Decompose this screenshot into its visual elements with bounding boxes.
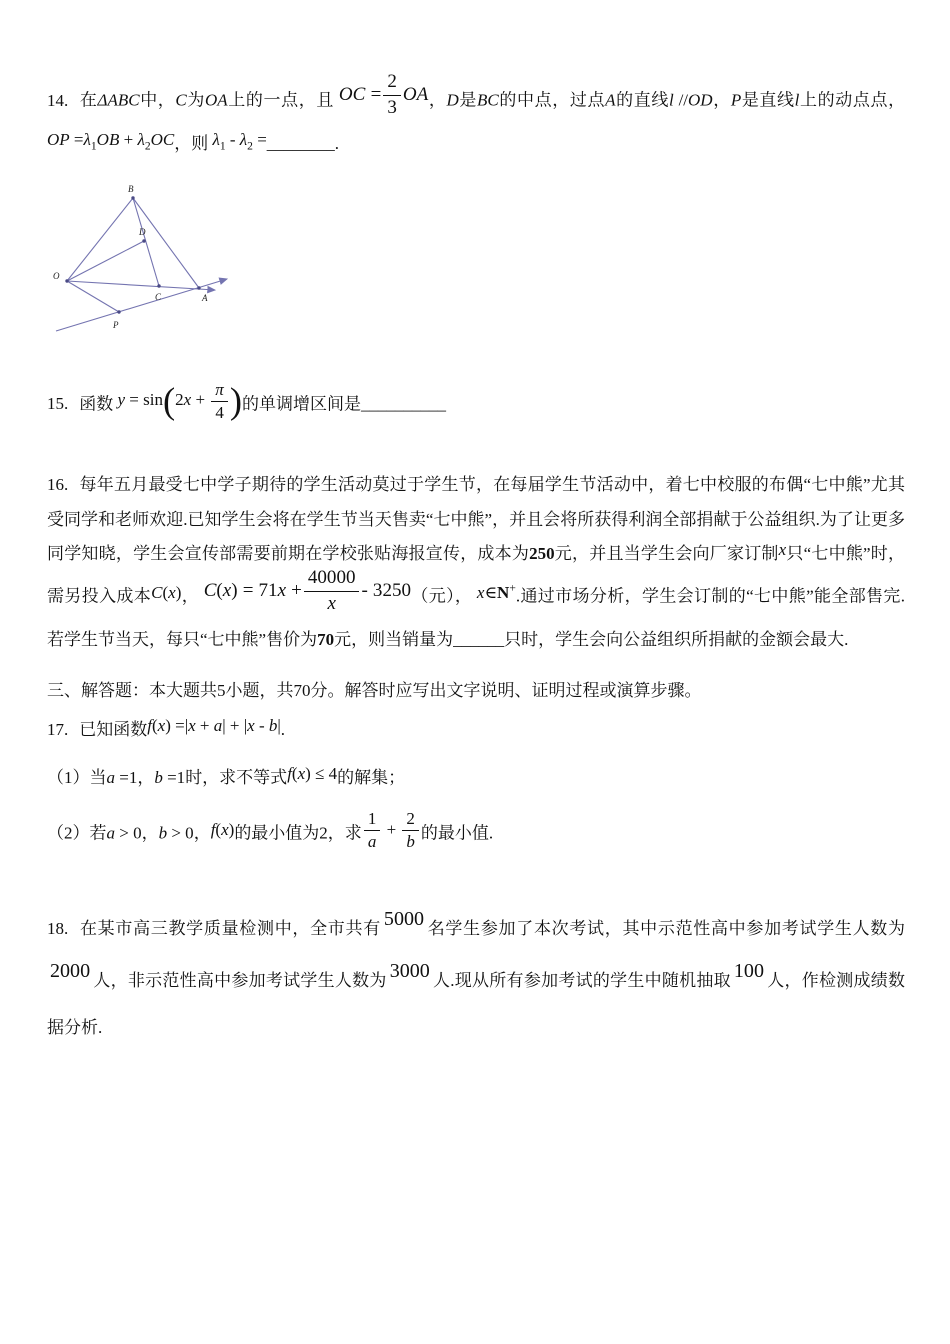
problem-14 bbox=[47, 71, 906, 162]
fraction-numerator: 40000 bbox=[304, 566, 360, 592]
problem-15 bbox=[47, 379, 905, 428]
point-label-a: A bbox=[202, 292, 208, 303]
math-var: C bbox=[151, 582, 163, 602]
math-num: 100 bbox=[733, 959, 764, 982]
text-run: 人，非示范性高中参加考试学生人数为 bbox=[93, 970, 387, 990]
text-run: 已知函数 bbox=[79, 719, 148, 739]
math-var: OA bbox=[402, 83, 429, 105]
left-paren: ( bbox=[162, 582, 169, 602]
formula-fx-ref bbox=[211, 820, 235, 839]
point-label-d: D bbox=[139, 226, 146, 237]
figure-lines bbox=[56, 198, 227, 331]
math-var: x bbox=[247, 715, 255, 735]
math-var: x bbox=[221, 819, 229, 839]
math-var: OP bbox=[47, 129, 70, 149]
math-var: C bbox=[203, 579, 217, 601]
text-run: 的解集； bbox=[337, 768, 406, 788]
text-run: 元，则当销量为______只时，学生会向公益组织所捐献的金额会最大. bbox=[334, 629, 849, 649]
text-run: 元，并且当学生会向厂家订制 bbox=[554, 544, 779, 564]
math-op: =1 bbox=[119, 768, 138, 788]
text-run: 的最小值为2，求 bbox=[234, 823, 362, 843]
math-var: x bbox=[277, 579, 287, 601]
left-paren: ( bbox=[162, 379, 176, 421]
fraction-denominator: x bbox=[327, 593, 336, 615]
math-var: x bbox=[183, 390, 192, 410]
text-run: ， bbox=[193, 823, 211, 843]
fraction bbox=[211, 379, 228, 424]
math-num: 2000 bbox=[50, 959, 91, 982]
math-op: > 0 bbox=[171, 823, 194, 843]
fraction bbox=[304, 566, 360, 617]
math-var: x bbox=[157, 715, 166, 735]
right-paren: ) bbox=[229, 379, 242, 421]
math-op: // bbox=[678, 90, 689, 110]
math-op: > 0 bbox=[119, 823, 142, 843]
math-op: = bbox=[175, 715, 185, 735]
math-var: OB bbox=[96, 129, 120, 149]
fraction-numerator: π bbox=[211, 379, 228, 402]
math-var: f bbox=[147, 715, 152, 735]
math-var: OC bbox=[338, 83, 366, 105]
section-3-header bbox=[47, 674, 905, 709]
text-run: 是 bbox=[458, 90, 478, 110]
fraction-denominator: a bbox=[367, 832, 377, 852]
math-var: a bbox=[213, 715, 223, 735]
math-var: OD bbox=[688, 90, 713, 110]
math-var: x bbox=[476, 582, 485, 602]
math-op: - bbox=[229, 129, 236, 149]
math-op: = bbox=[129, 390, 139, 410]
formula-sin bbox=[117, 379, 243, 422]
math-num: 5000 bbox=[383, 908, 425, 931]
text-run: 上的动点 bbox=[799, 90, 871, 110]
text-run: 的单调增区间是__________ bbox=[242, 394, 446, 414]
math-var: f bbox=[287, 764, 292, 784]
math-var: f bbox=[210, 819, 216, 839]
math-var: y bbox=[117, 390, 126, 410]
vector-figure bbox=[49, 178, 249, 350]
text-run: 只“七中熊”时，需另投入成本 bbox=[47, 544, 906, 606]
left-paren: ( bbox=[215, 819, 222, 839]
text-run: ， bbox=[428, 90, 447, 110]
subscript: 2 bbox=[144, 138, 151, 152]
left-paren: ( bbox=[216, 579, 223, 601]
text-run: 在 bbox=[79, 90, 98, 110]
math-var: BC bbox=[477, 90, 499, 110]
math-op: =1 bbox=[167, 768, 186, 788]
math-var: l bbox=[668, 90, 674, 110]
right-paren: ) bbox=[228, 819, 235, 839]
formula-fx-le-4 bbox=[287, 764, 337, 783]
fraction-denominator: b bbox=[406, 832, 415, 852]
blank-line: ________. bbox=[266, 133, 340, 153]
left-paren: ( bbox=[151, 715, 158, 735]
fraction-denominator: 3 bbox=[387, 96, 397, 118]
math-op: ∈ bbox=[484, 582, 498, 602]
math-op: ≤ 4 bbox=[315, 764, 338, 784]
math-op: + bbox=[199, 715, 210, 735]
math-var: λ bbox=[212, 129, 220, 149]
math-set: N bbox=[497, 582, 510, 602]
text-run: （1）当 bbox=[47, 768, 107, 788]
math-var: A bbox=[605, 90, 616, 110]
text-run: 名学生参加了本次考试，其中示范性高中参加考试学生人数为 bbox=[427, 919, 906, 939]
point-label-o: O bbox=[53, 270, 60, 281]
math-var: x bbox=[168, 582, 176, 602]
fraction-numerator: 1 bbox=[364, 808, 381, 831]
math-var: b bbox=[154, 768, 163, 788]
superscript: + bbox=[509, 581, 516, 595]
problem-17 bbox=[47, 713, 905, 748]
problem-number: 17. bbox=[47, 719, 69, 739]
subscript: 2 bbox=[247, 138, 253, 152]
text-run: 每年五月最受七中学子期待的学生活动莫过于学生节，在每届学生节活动中，着七中校服的布偶“七中熊”尤其受同学和老师欢迎.已知学生会将在学生节当天售卖“七中熊”，并且会将所获得利润全部捐献于公益组织.为了让更多同学知晓，学生会宣传部需要前期在学校张贴海报宣传，成本为 bbox=[47, 474, 905, 564]
formula-op bbox=[47, 129, 175, 152]
fraction-numerator: 2 bbox=[402, 808, 419, 831]
problem-number: 16. bbox=[47, 474, 69, 494]
math-var: x bbox=[297, 764, 306, 784]
math-op: = bbox=[370, 83, 382, 105]
text-run: 是直线 bbox=[741, 90, 795, 110]
math-var: λ bbox=[83, 129, 91, 149]
math-var: x bbox=[222, 579, 232, 601]
text-run: 的中点，过点 bbox=[498, 90, 606, 110]
math-var: OC bbox=[150, 129, 175, 149]
right-paren: ) bbox=[305, 764, 311, 784]
problem-number: 14. bbox=[47, 90, 69, 110]
text-run: ， bbox=[141, 823, 159, 843]
math-num: 3000 bbox=[389, 959, 430, 982]
math-var: a bbox=[106, 823, 115, 843]
math-op: - bbox=[258, 715, 265, 735]
domain-condition bbox=[477, 583, 516, 602]
text-run: （2）若 bbox=[47, 823, 107, 843]
problem-number: 15. bbox=[47, 394, 69, 414]
math-op: + bbox=[195, 390, 206, 410]
point-label-p: P bbox=[113, 319, 119, 330]
math-op: + bbox=[123, 129, 134, 149]
math-op: + bbox=[229, 715, 240, 735]
text-run: ， bbox=[712, 90, 731, 110]
math-var: b bbox=[158, 823, 168, 843]
abs-bar: | bbox=[222, 715, 226, 735]
problem-17-part-1 bbox=[47, 761, 905, 796]
text-run: 的直线 bbox=[615, 90, 669, 110]
subscript: 1 bbox=[219, 138, 226, 152]
math-var: D bbox=[446, 90, 459, 110]
text-run: 人，作检测成绩数据分析. bbox=[47, 970, 906, 1037]
text-run: .通过市场分析，学生会订制的“七中熊”能全部售完.若学生节当天，每只“七中熊”售价为 bbox=[47, 586, 906, 649]
problem-number: 18. bbox=[47, 919, 69, 939]
math-op: + bbox=[386, 819, 397, 839]
math-num: 2 bbox=[175, 390, 184, 410]
fraction-denominator: 4 bbox=[215, 402, 224, 422]
math-op: + bbox=[291, 579, 302, 601]
math-op: = bbox=[257, 129, 267, 149]
right-paren: ) bbox=[231, 579, 238, 601]
text-run: 中， bbox=[139, 90, 176, 110]
text-run: . bbox=[280, 719, 286, 739]
math-var: ΔABC bbox=[97, 90, 140, 110]
fraction-numerator: 2 bbox=[383, 70, 401, 96]
abs-bar: | bbox=[184, 715, 189, 735]
math-var: b bbox=[268, 715, 278, 735]
math-var: l bbox=[794, 90, 800, 110]
point-label-c: C bbox=[155, 291, 162, 302]
problem-16 bbox=[47, 468, 905, 658]
fraction bbox=[364, 808, 381, 853]
fraction bbox=[402, 808, 419, 853]
text-run: 在某市高三教学质量检测中，全市共有 bbox=[79, 919, 381, 939]
figure-wrap bbox=[49, 178, 905, 355]
math-op: = 71 bbox=[242, 579, 278, 601]
math-var: x bbox=[188, 715, 196, 735]
math-var: C bbox=[175, 90, 187, 110]
math-var: P bbox=[730, 90, 742, 110]
math-var: λ bbox=[239, 129, 248, 149]
formula-lambda bbox=[212, 129, 267, 152]
section-title: 三、解答题：本大题共5小题，共70分。解答时应写出文字说明、证明过程或演算步骤。 bbox=[47, 680, 702, 700]
math-func: sin bbox=[143, 390, 163, 410]
left-paren: ( bbox=[291, 764, 298, 784]
formula-frac-sum bbox=[362, 809, 421, 852]
text-run: 为 bbox=[186, 90, 205, 110]
problem-17-part-2 bbox=[47, 809, 905, 857]
text-run: ， bbox=[181, 586, 200, 606]
text-run: ， bbox=[137, 768, 155, 788]
text-run: 时，求不等式 bbox=[185, 768, 288, 788]
math-var: OA bbox=[205, 90, 228, 110]
math-op: = bbox=[73, 129, 84, 149]
subscript: 1 bbox=[90, 138, 97, 152]
figure-points bbox=[65, 196, 200, 313]
formula-oc-oa bbox=[338, 71, 429, 118]
problem-18 bbox=[47, 903, 905, 1049]
bold-number: 70 bbox=[317, 629, 335, 649]
bold-number: 250 bbox=[529, 544, 555, 564]
point-label-b: B bbox=[128, 183, 134, 194]
math-var: λ bbox=[137, 129, 145, 149]
math-var: a bbox=[106, 768, 115, 788]
formula-cost bbox=[203, 567, 411, 615]
cost-function-name bbox=[151, 583, 181, 602]
math-var: x bbox=[778, 540, 787, 560]
abs-bar: | bbox=[277, 715, 281, 735]
abs-bar: | bbox=[243, 715, 248, 735]
right-paren: ) bbox=[175, 582, 182, 602]
text-run: （元）， bbox=[411, 586, 473, 606]
text-run: 人.现从所有参加考试的学生中随机抽取 bbox=[432, 970, 731, 990]
page-content bbox=[47, 71, 906, 1049]
formula-fx bbox=[147, 716, 281, 735]
text-run: 点， bbox=[870, 90, 906, 110]
text-run: ，则 bbox=[174, 133, 209, 153]
text-run: 上的一点，且 bbox=[227, 90, 334, 110]
math-op: - 3250 bbox=[361, 579, 411, 601]
fraction bbox=[383, 70, 401, 121]
text-run: 的最小值. bbox=[420, 823, 494, 843]
right-paren: ) bbox=[165, 715, 171, 735]
text-run: 函数 bbox=[79, 394, 114, 414]
